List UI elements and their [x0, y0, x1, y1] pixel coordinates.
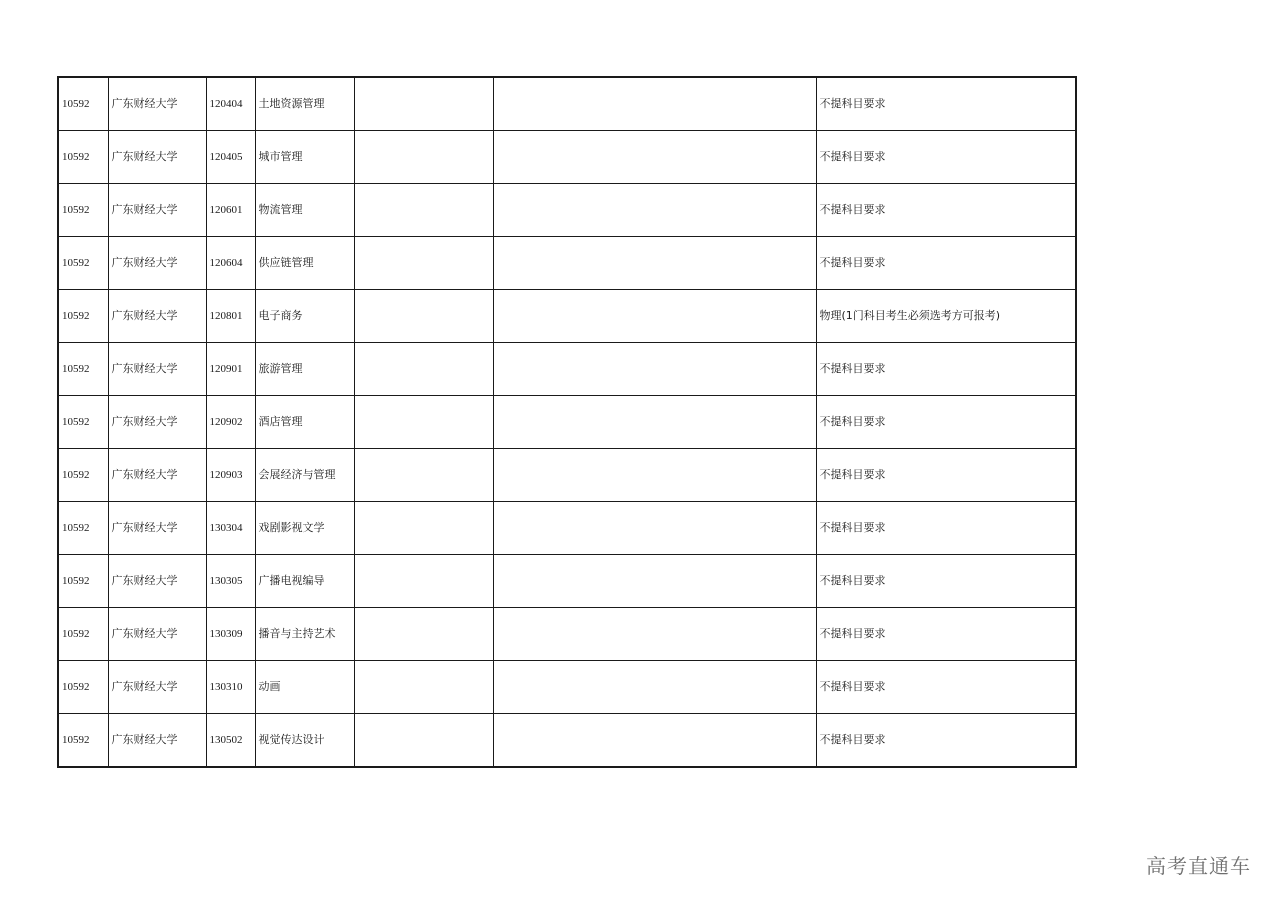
subject-requirement-cell: 不提科目要求 [816, 608, 1076, 661]
school-code-cell: 10592 [58, 661, 108, 714]
major-code-cell: 120801 [206, 290, 255, 343]
school-name-cell: 广东财经大学 [108, 290, 206, 343]
subject-requirement-cell: 不提科目要求 [816, 184, 1076, 237]
table-row [58, 502, 1076, 555]
empty-cell [493, 555, 816, 608]
empty-cell [354, 608, 493, 661]
table-row [58, 77, 1076, 131]
empty-cell [354, 555, 493, 608]
major-code-cell: 120903 [206, 449, 255, 502]
school-code-cell: 10592 [58, 396, 108, 449]
empty-cell [493, 714, 816, 768]
major-name-cell: 会展经济与管理 [255, 449, 354, 502]
school-name-cell: 广东财经大学 [108, 343, 206, 396]
admission-subject-table [57, 76, 1077, 768]
school-code-cell: 10592 [58, 77, 108, 131]
major-name-cell: 土地资源管理 [255, 77, 354, 131]
major-name-cell: 酒店管理 [255, 396, 354, 449]
table-row [58, 555, 1076, 608]
empty-cell [354, 77, 493, 131]
empty-cell [354, 714, 493, 768]
major-name-cell: 旅游管理 [255, 343, 354, 396]
subject-requirement-cell: 不提科目要求 [816, 77, 1076, 131]
major-code-cell: 130304 [206, 502, 255, 555]
subject-requirement-cell: 不提科目要求 [816, 714, 1076, 768]
empty-cell [354, 131, 493, 184]
school-name-cell: 广东财经大学 [108, 237, 206, 290]
subject-requirement-cell: 不提科目要求 [816, 396, 1076, 449]
school-code-cell: 10592 [58, 237, 108, 290]
major-name-cell: 视觉传达设计 [255, 714, 354, 768]
empty-cell [354, 237, 493, 290]
major-code-cell: 130309 [206, 608, 255, 661]
major-name-cell: 广播电视编导 [255, 555, 354, 608]
subject-requirement-cell: 物理(1门科目考生必须选考方可报考) [816, 290, 1076, 343]
table-row [58, 131, 1076, 184]
major-code-cell: 120901 [206, 343, 255, 396]
table-row [58, 396, 1076, 449]
school-code-cell: 10592 [58, 449, 108, 502]
empty-cell [493, 290, 816, 343]
subject-requirement-cell: 不提科目要求 [816, 237, 1076, 290]
table-row [58, 608, 1076, 661]
empty-cell [493, 77, 816, 131]
subject-requirement-cell: 不提科目要求 [816, 661, 1076, 714]
school-code-cell: 10592 [58, 290, 108, 343]
table-row [58, 661, 1076, 714]
empty-cell [493, 661, 816, 714]
table-row [58, 184, 1076, 237]
subject-requirement-cell: 不提科目要求 [816, 555, 1076, 608]
school-code-cell: 10592 [58, 714, 108, 768]
school-name-cell: 广东财经大学 [108, 396, 206, 449]
watermark-text: 高考直通车 [1146, 854, 1251, 878]
empty-cell [493, 237, 816, 290]
table-row [58, 237, 1076, 290]
major-name-cell: 戏剧影视文学 [255, 502, 354, 555]
school-name-cell: 广东财经大学 [108, 131, 206, 184]
empty-cell [354, 661, 493, 714]
major-code-cell: 130502 [206, 714, 255, 768]
major-name-cell: 播音与主持艺术 [255, 608, 354, 661]
major-code-cell: 120404 [206, 77, 255, 131]
major-name-cell: 供应链管理 [255, 237, 354, 290]
empty-cell [354, 502, 493, 555]
school-name-cell: 广东财经大学 [108, 502, 206, 555]
empty-cell [354, 290, 493, 343]
major-name-cell: 电子商务 [255, 290, 354, 343]
major-name-cell: 动画 [255, 661, 354, 714]
empty-cell [354, 184, 493, 237]
major-code-cell: 120405 [206, 131, 255, 184]
school-name-cell: 广东财经大学 [108, 77, 206, 131]
school-code-cell: 10592 [58, 608, 108, 661]
school-code-cell: 10592 [58, 502, 108, 555]
school-name-cell: 广东财经大学 [108, 184, 206, 237]
major-code-cell: 120902 [206, 396, 255, 449]
school-code-cell: 10592 [58, 131, 108, 184]
empty-cell [354, 396, 493, 449]
school-name-cell: 广东财经大学 [108, 449, 206, 502]
table-body [58, 77, 1076, 767]
empty-cell [354, 449, 493, 502]
subject-requirement-cell: 不提科目要求 [816, 131, 1076, 184]
major-code-cell: 130305 [206, 555, 255, 608]
empty-cell [493, 131, 816, 184]
empty-cell [493, 608, 816, 661]
empty-cell [493, 449, 816, 502]
table-row [58, 714, 1076, 768]
subject-requirement-cell: 不提科目要求 [816, 449, 1076, 502]
empty-cell [354, 343, 493, 396]
major-code-cell: 120601 [206, 184, 255, 237]
empty-cell [493, 184, 816, 237]
subject-requirement-cell: 不提科目要求 [816, 502, 1076, 555]
school-code-cell: 10592 [58, 555, 108, 608]
empty-cell [493, 396, 816, 449]
subject-requirement-cell: 不提科目要求 [816, 343, 1076, 396]
table-row [58, 290, 1076, 343]
school-code-cell: 10592 [58, 184, 108, 237]
school-code-cell: 10592 [58, 343, 108, 396]
major-name-cell: 物流管理 [255, 184, 354, 237]
major-code-cell: 130310 [206, 661, 255, 714]
major-code-cell: 120604 [206, 237, 255, 290]
school-name-cell: 广东财经大学 [108, 661, 206, 714]
table-row [58, 449, 1076, 502]
major-name-cell: 城市管理 [255, 131, 354, 184]
school-name-cell: 广东财经大学 [108, 555, 206, 608]
table-row [58, 343, 1076, 396]
school-name-cell: 广东财经大学 [108, 608, 206, 661]
school-name-cell: 广东财经大学 [108, 714, 206, 768]
empty-cell [493, 343, 816, 396]
empty-cell [493, 502, 816, 555]
